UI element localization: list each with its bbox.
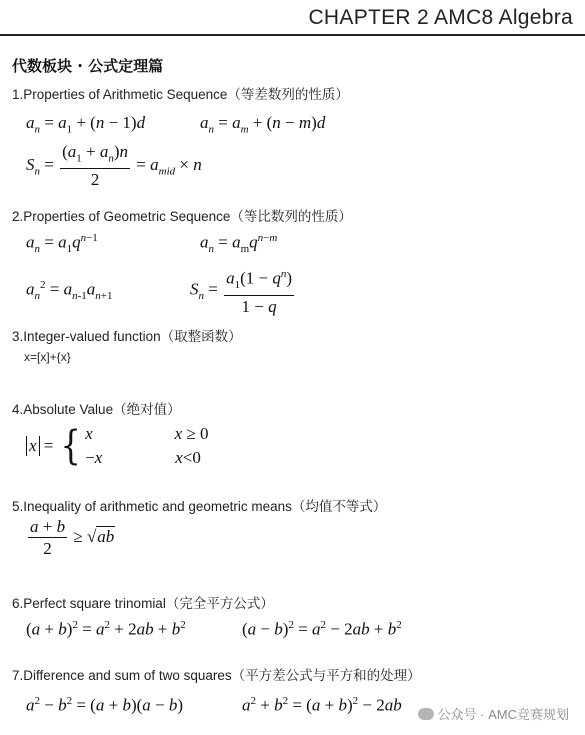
- chapter-title: CHAPTER 2 AMC8 Algebra: [308, 6, 573, 29]
- formula-arith-mth-term: $a_n = a_m + (n - m)d$: [200, 113, 326, 136]
- topic-5-heading: 5.Inequality of arithmetic and geometric means（均值不等式）: [12, 499, 387, 514]
- formula-arith-nth-term: $a_n = a_1 + (n - 1)d$: [26, 113, 146, 136]
- watermark-text: 公众号 · AMC竞赛规划: [437, 707, 569, 722]
- section-title: 代数板块 · 公式定理篇: [12, 57, 164, 75]
- header-divider: [0, 34, 585, 36]
- topic-4-heading: 4.Absolute Value（绝对值）: [12, 402, 181, 417]
- formula-geo-sum: $S_n$ = $\frac{a_1(1 - q^n)}{1 - q}$: [190, 265, 296, 316]
- formula-arith-sum: $S_n$ = $\frac{(a_1 + a_n)n}{2}$ = $a_{mid} \times n$: [26, 142, 202, 190]
- formula-geo-mean-property: $a_n^2 = a_{n-1}a_{n+1}$: [26, 279, 113, 303]
- formula-absolute-value: x = { x x ≥ 0 −x x<0: [26, 422, 209, 470]
- formula-geo-nth-term: $a_n = a_1q^{n-1}$: [26, 232, 98, 256]
- formula-difference-of-squares: $a^2 - b^2 = (a + b)(a - b)$: [26, 695, 184, 715]
- topic-7-heading: 7.Difference and sum of two squares（平方差公式与平方和的处理）: [12, 668, 421, 683]
- topic-1-heading: 1.Properties of Arithmetic Sequence（等差数列的性质）: [12, 87, 349, 102]
- wechat-icon: [418, 708, 434, 720]
- topic-2-heading: 2.Properties of Geometric Sequence（等比数列的性质）: [12, 209, 352, 224]
- formula-geo-mth-term: $a_n = a_mq^{n-m}$: [200, 232, 278, 256]
- formula-am-gm: $\frac{a + b}{2}$ ≥ √ab: [30, 517, 115, 558]
- formula-square-of-difference: $(a - b)^2 = a^2 - 2ab + b^2$: [242, 619, 402, 639]
- topic-6-heading: 6.Perfect square trinomial（完全平方公式）: [12, 596, 274, 611]
- formula-square-of-sum: $(a + b)^2 = a^2 + 2ab + b^2$: [26, 619, 186, 639]
- watermark: [418, 704, 569, 723]
- topic-3-heading: 3.Integer-valued function（取整函数）: [12, 329, 242, 344]
- formula-sum-of-squares: $a^2 + b^2 = (a + b)^2 - 2ab$: [242, 695, 402, 715]
- floor-identity: x=[x]+{x}: [24, 350, 71, 364]
